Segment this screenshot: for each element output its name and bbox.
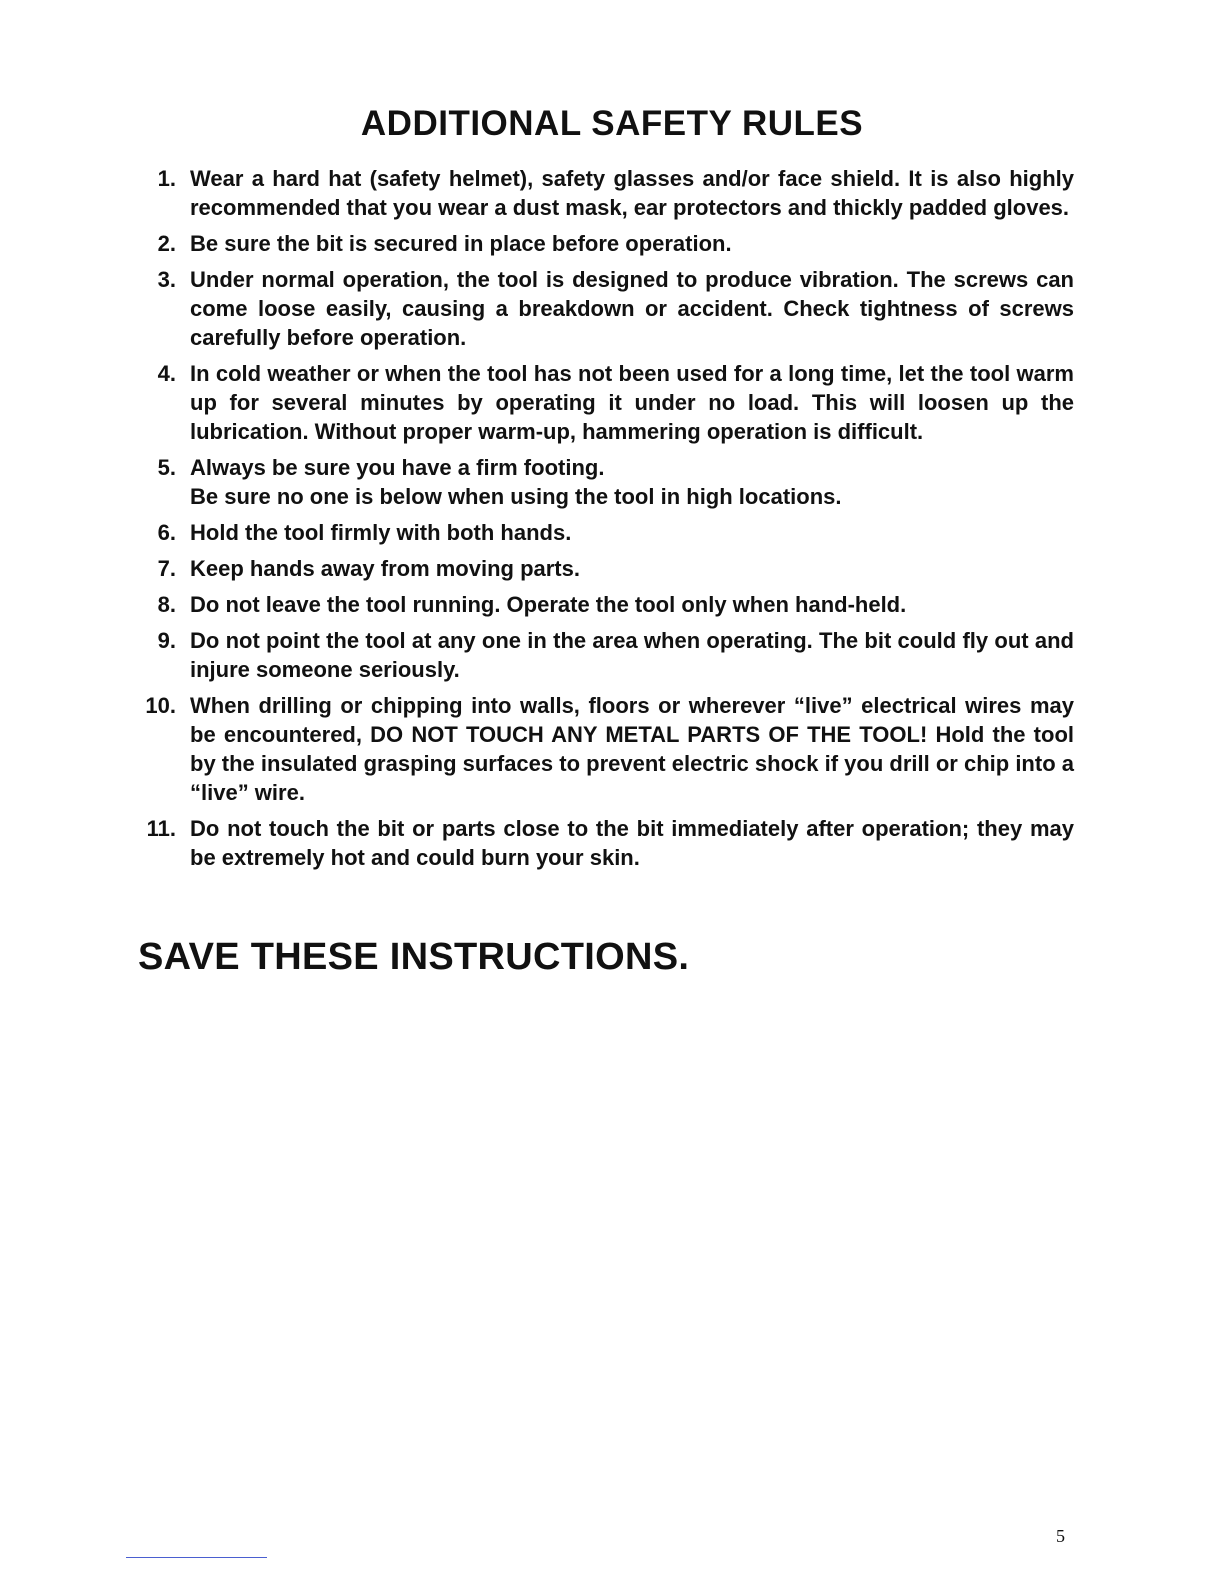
rule-text: Wear a hard hat (safety helmet), safety glasses and/or face shield. It is also highly recommended that you wear a dust mask, ear protectors and thickly padded gloves. [190,166,1074,220]
safety-rule [130,814,1074,872]
rule-number: 3. [157,267,176,292]
page-title: ADDITIONAL SAFETY RULES [360,104,864,143]
rule-number: 2. [157,231,176,256]
safety-rules-list [130,164,1074,879]
rule-number: 6. [157,520,176,545]
page-number: 5 [1056,1526,1065,1546]
rule-text: Hold the tool firmly with both hands. [190,520,572,545]
rule-text: When drilling or chipping into walls, floors or wherever “live” electrical wires may be encountered, DO NOT TOUCH ANY METAL PARTS OF THE TOOL! Hold the tool by the insulated grasping surfaces to prevent electric shock if you drill or chip into a “live” wire. [190,693,1074,805]
rule-text: Do not touch the bit or parts close to the bit immediately after operation; they may be extremely hot and could burn your skin. [190,816,1074,870]
rule-text: Do not leave the tool running. Operate the tool only when hand-held. [190,592,907,617]
safety-rule [130,590,1074,619]
rule-text: Always be sure you have a firm footing. Be sure no one is below when using the tool in high locations. [190,455,842,509]
rule-number: 11. [146,816,176,841]
rule-number: 1. [157,166,176,191]
rule-number: 5. [157,455,176,480]
rule-number: 10. [145,693,176,718]
rule-text: Do not point the tool at any one in the area when operating. The bit could fly out and injure someone seriously. [190,628,1074,682]
rule-number: 9. [157,628,176,653]
closing-statement: SAVE THESE INSTRUCTIONS. [138,936,690,978]
safety-rule [130,453,1074,511]
rule-text: In cold weather or when the tool has not been used for a long time, let the tool warm up for several minutes by operating it under no load. This will loosen up the lubrication. Without proper warm-up, hammering operation is difficult. [190,361,1074,444]
rule-number: 4. [157,361,176,386]
safety-rule [130,359,1074,446]
safety-rule [130,554,1074,583]
safety-rule [130,229,1074,258]
rule-text: Keep hands away from moving parts. [190,556,580,581]
safety-rule [130,265,1074,352]
safety-rule [130,626,1074,684]
safety-rule [130,518,1074,547]
safety-rule [130,691,1074,807]
rule-number: 7. [157,556,176,581]
rule-text: Under normal operation, the tool is designed to produce vibration. The screws can come loose easily, causing a breakdown or accident. Check tightness of screws carefully before operation. [190,267,1074,350]
footer-divider [126,1557,267,1558]
rule-text: Be sure the bit is secured in place before operation. [190,231,732,256]
safety-rule [130,164,1074,222]
rule-number: 8. [157,592,176,617]
